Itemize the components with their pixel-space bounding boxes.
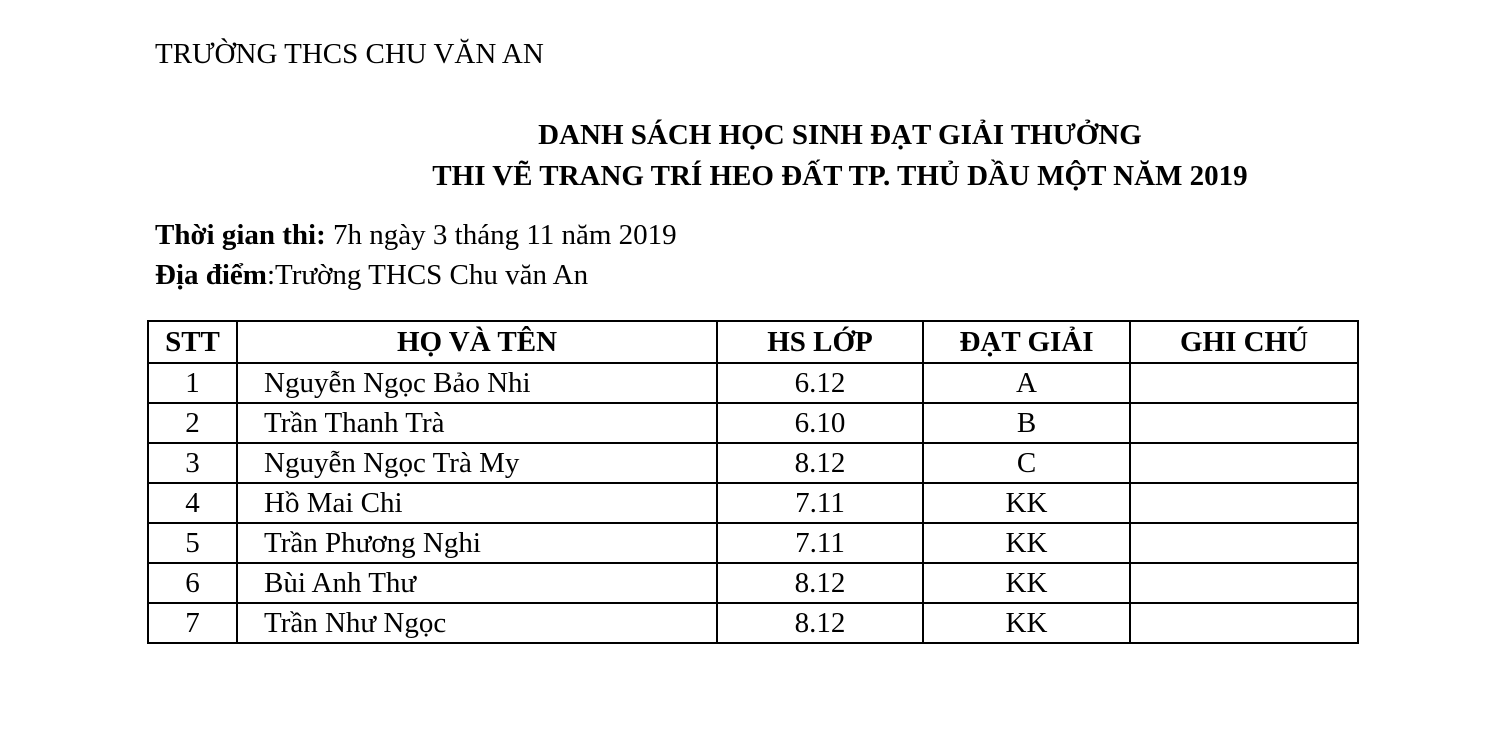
cell-stt: 1 <box>148 363 237 403</box>
cell-class: 8.12 <box>717 603 923 643</box>
cell-note <box>1130 483 1358 523</box>
cell-prize: B <box>923 403 1130 443</box>
cell-note <box>1130 523 1358 563</box>
table-row <box>148 523 1358 563</box>
cell-name: Trần Như Ngọc <box>237 603 717 643</box>
cell-stt: 6 <box>148 563 237 603</box>
cell-stt: 2 <box>148 403 237 443</box>
table-row <box>148 443 1358 483</box>
title-line-1: DANH SÁCH HỌC SINH ĐẠT GIẢI THƯỞNG <box>538 119 1142 151</box>
cell-name: Bùi Anh Thư <box>237 563 717 603</box>
exam-time-value: 7h ngày 3 tháng 11 năm 2019 <box>325 219 677 251</box>
cell-class: 7.11 <box>717 483 923 523</box>
cell-prize: KK <box>923 483 1130 523</box>
cell-name: Trần Phương Nghi <box>237 523 717 563</box>
exam-place-label: Địa điểm <box>155 259 267 291</box>
cell-prize: KK <box>923 563 1130 603</box>
document-title <box>0 115 1500 197</box>
column-header-prize: ĐẠT GIẢI <box>923 321 1130 363</box>
cell-prize: C <box>923 443 1130 483</box>
cell-stt: 5 <box>148 523 237 563</box>
column-header-name: HỌ VÀ TÊN <box>237 321 717 363</box>
table-header-row <box>148 321 1358 363</box>
cell-name: Nguyễn Ngọc Trà My <box>237 443 717 483</box>
cell-prize: KK <box>923 523 1130 563</box>
table-row <box>148 563 1358 603</box>
table-row <box>148 363 1358 403</box>
cell-note <box>1130 363 1358 403</box>
cell-name: Trần Thanh Trà <box>237 403 717 443</box>
exam-place <box>155 256 588 294</box>
awards-table <box>147 320 1359 644</box>
exam-time-label: Thời gian thi: <box>155 219 326 251</box>
column-header-note: GHI CHÚ <box>1130 321 1358 363</box>
table-row <box>148 603 1358 643</box>
table-row <box>148 403 1358 443</box>
school-name: TRƯỜNG THCS CHU VĂN AN <box>155 38 544 70</box>
table-row <box>148 483 1358 523</box>
cell-note <box>1130 443 1358 483</box>
cell-stt: 7 <box>148 603 237 643</box>
column-header-class: HS LỚP <box>717 321 923 363</box>
cell-stt: 3 <box>148 443 237 483</box>
cell-stt: 4 <box>148 483 237 523</box>
cell-prize: A <box>923 363 1130 403</box>
cell-class: 7.11 <box>717 523 923 563</box>
cell-prize: KK <box>923 603 1130 643</box>
cell-class: 8.12 <box>717 563 923 603</box>
cell-class: 8.12 <box>717 443 923 483</box>
column-header-stt: STT <box>148 321 237 363</box>
exam-time <box>155 216 677 254</box>
cell-name: Nguyễn Ngọc Bảo Nhi <box>237 363 717 403</box>
cell-note <box>1130 403 1358 443</box>
cell-note <box>1130 603 1358 643</box>
cell-name: Hồ Mai Chi <box>237 483 717 523</box>
exam-place-value: :Trường THCS Chu văn An <box>266 259 589 291</box>
cell-class: 6.12 <box>717 363 923 403</box>
cell-class: 6.10 <box>717 403 923 443</box>
cell-note <box>1130 563 1358 603</box>
title-line-2: THI VẼ TRANG TRÍ HEO ĐẤT TP. THỦ DẦU MỘT NĂM 2019 <box>432 160 1248 192</box>
